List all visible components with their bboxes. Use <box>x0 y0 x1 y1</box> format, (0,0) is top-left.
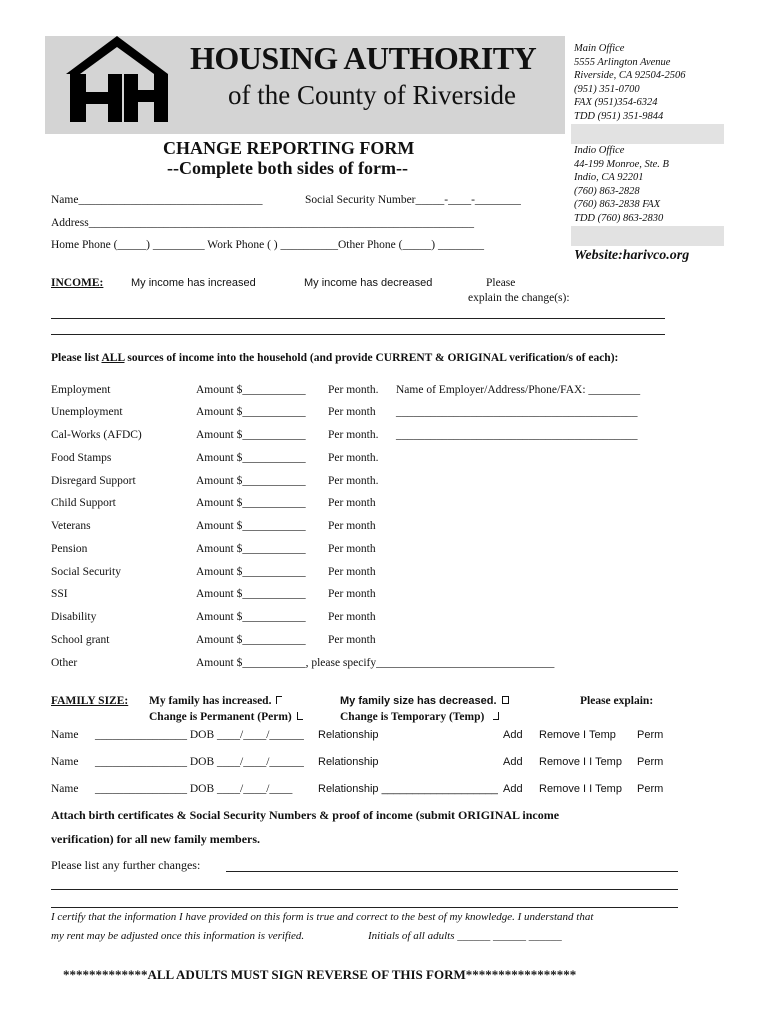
main-office-address: Main Office 5555 Arlington Avenue Riverside, CA 92504-2506 (951) 351-0700 FAX (951)354-6324 TDD (951) 351-9844 <box>574 43 686 122</box>
income-increased-option[interactable]: My income has increased <box>131 277 256 289</box>
attach-instruction: verification) for all new family members. <box>51 832 261 846</box>
income-period-label: Per month <box>328 520 376 532</box>
header-title: HOUSING AUTHORITY <box>190 40 537 76</box>
certify-statement: I certify that the information I have provided on this form is true and correct to the best of my knowledge. I understand that <box>51 911 594 923</box>
member-add-option[interactable]: Add <box>503 756 523 768</box>
income-other-field[interactable]: Amount $___________, please specify_______________________________ <box>196 657 555 669</box>
form-title: CHANGE REPORTING FORM <box>163 138 415 158</box>
header-subtitle: of the County of Riverside <box>228 80 516 110</box>
income-period-label: Per month <box>328 566 376 578</box>
divider-strip <box>571 124 724 144</box>
member-temp-option[interactable]: Temp <box>595 756 622 768</box>
income-period-label: Per month <box>328 543 376 555</box>
income-amount-field[interactable]: Amount $___________ <box>196 406 306 418</box>
divider-strip <box>571 226 724 246</box>
income-source-label: Social Security <box>51 566 121 578</box>
family-decreased-option[interactable]: My family size has decreased. <box>340 695 509 707</box>
member-remove-option[interactable]: Remove I I Temp <box>539 783 622 795</box>
income-label: INCOME: <box>51 277 104 289</box>
income-source-label: Unemployment <box>51 406 123 418</box>
family-size-label: FAMILY SIZE: <box>51 695 129 707</box>
adult-initials-field[interactable]: Initials of all adults ______ ______ ______ <box>368 930 562 942</box>
member-name-dob-field[interactable]: ________________ DOB ____/____/____ <box>95 783 293 795</box>
change-temporary-option[interactable]: Change is Temporary (Temp) <box>340 711 499 723</box>
income-source-label: Pension <box>51 543 88 555</box>
income-period-label: Per month <box>328 588 376 600</box>
income-source-label: Food Stamps <box>51 452 112 464</box>
address-field[interactable]: Address___________________________________________________________________ <box>51 217 474 229</box>
name-field[interactable]: Name________________________________ <box>51 194 263 206</box>
income-period-label: Per month. <box>328 475 379 487</box>
member-perm-option[interactable]: Perm <box>637 729 664 741</box>
member-add-option[interactable]: Add <box>503 783 523 795</box>
income-period-label: Per month. <box>328 429 379 441</box>
member-name-label: Name <box>51 756 79 768</box>
income-amount-field[interactable]: Amount $___________ <box>196 452 306 464</box>
member-name-label: Name <box>51 783 79 795</box>
income-period-label: Per month <box>328 406 376 418</box>
change-permanent-option[interactable]: Change is Permanent (Perm) <box>149 711 303 723</box>
income-amount-field[interactable]: Amount $___________ <box>196 588 306 600</box>
income-amount-field[interactable]: Amount $___________ <box>196 543 306 555</box>
member-temp-option[interactable]: Temp <box>588 729 616 741</box>
income-source-label: Cal-Works (AFDC) <box>51 429 142 441</box>
income-period-label: Per month <box>328 611 376 623</box>
checkbox-icon[interactable] <box>276 696 282 704</box>
income-amount-field[interactable]: Amount $___________ <box>196 566 306 578</box>
checkbox-icon[interactable] <box>493 712 499 720</box>
income-amount-field[interactable]: Amount $___________ <box>196 520 306 532</box>
member-name-dob-field[interactable]: ________________ DOB ____/____/______ <box>95 756 304 768</box>
member-name-dob-field[interactable]: ________________ DOB ____/____/______ <box>95 729 304 741</box>
website-link[interactable]: Website:harivco.org <box>574 248 690 263</box>
further-changes-line[interactable] <box>51 907 678 908</box>
family-explain-label: Please explain: <box>580 695 654 707</box>
explain-line[interactable] <box>51 334 665 335</box>
income-amount-field[interactable]: Amount $___________ <box>196 634 306 646</box>
checkbox-icon[interactable] <box>502 696 509 704</box>
income-amount-field[interactable]: Amount $___________ <box>196 475 306 487</box>
member-name-label: Name <box>51 729 79 741</box>
indio-office-address: Indio Office 44-199 Monroe, Ste. B Indio, CA 92201 (760) 863-2828 (760) 863-2838 FAX TDD (760) 863-2830 <box>574 145 669 224</box>
attach-instruction: Attach birth certificates & Social Security Numbers & proof of income (submit ORIGINAL income <box>51 808 560 822</box>
further-changes-label: Please list any further changes: <box>51 858 201 872</box>
employer-info-line[interactable]: __________________________________________ <box>396 429 638 441</box>
member-add-option[interactable]: Add <box>503 729 523 741</box>
income-decreased-option[interactable]: My income has decreased <box>304 277 433 289</box>
member-relationship-field[interactable]: Relationship <box>318 729 379 741</box>
income-amount-field[interactable]: Amount $___________ <box>196 429 306 441</box>
member-perm-option[interactable]: Perm <box>637 756 664 768</box>
family-increased-option[interactable]: My family has increased. <box>149 695 282 707</box>
sign-reverse-notice: *************ALL ADULTS MUST SIGN REVERSE OF THIS FORM***************** <box>63 967 577 982</box>
income-please-label: Please <box>486 277 516 289</box>
employer-info-field[interactable]: Name of Employer/Address/Phone/FAX: _________ <box>396 384 641 396</box>
income-source-label: Disability <box>51 611 97 623</box>
member-perm-option[interactable]: Perm <box>637 783 664 795</box>
member-temp-option[interactable]: Temp <box>595 783 622 795</box>
income-amount-field[interactable]: Amount $___________ <box>196 384 306 396</box>
income-explain-label: explain the change(s): <box>468 292 570 304</box>
member-remove-option[interactable]: Remove I I Temp <box>539 756 622 768</box>
form-subtitle: --Complete both sides of form-- <box>167 158 408 178</box>
housing-authority-logo <box>62 34 172 124</box>
further-changes-line[interactable] <box>226 871 678 872</box>
income-source-label: School grant <box>51 634 110 646</box>
income-period-label: Per month <box>328 634 376 646</box>
income-period-label: Per month <box>328 497 376 509</box>
checkbox-icon[interactable] <box>297 712 303 720</box>
certify-statement: my rent may be adjusted once this information is verified. <box>51 930 305 942</box>
member-relationship-field[interactable]: Relationship ___________________ <box>318 783 498 795</box>
income-amount-field[interactable]: Amount $___________ <box>196 611 306 623</box>
employer-info-line[interactable]: __________________________________________ <box>396 406 638 418</box>
income-source-label: Disregard Support <box>51 475 136 487</box>
income-source-label: Other <box>51 657 78 669</box>
income-source-label: SSI <box>51 588 68 600</box>
income-period-label: Per month. <box>328 452 379 464</box>
income-period-label: Per month. <box>328 384 379 396</box>
further-changes-line[interactable] <box>51 889 678 890</box>
income-source-label: Employment <box>51 384 111 396</box>
income-amount-field[interactable]: Amount $___________ <box>196 497 306 509</box>
ssn-field[interactable]: Social Security Number_____-____-________ <box>305 194 521 206</box>
income-sources-instruction: Please list ALL sources of income into the household (and provide CURRENT & ORIGINAL verification/s of each): <box>51 352 619 364</box>
income-source-label: Veterans <box>51 520 91 532</box>
member-remove-option[interactable]: Remove I Temp <box>539 729 616 741</box>
member-relationship-field[interactable]: Relationship <box>318 756 379 768</box>
explain-line[interactable] <box>51 318 665 319</box>
phone-fields[interactable]: Home Phone (_____) _________ Work Phone ( ) __________Other Phone (_____) ________ <box>51 239 484 251</box>
income-source-label: Child Support <box>51 497 116 509</box>
